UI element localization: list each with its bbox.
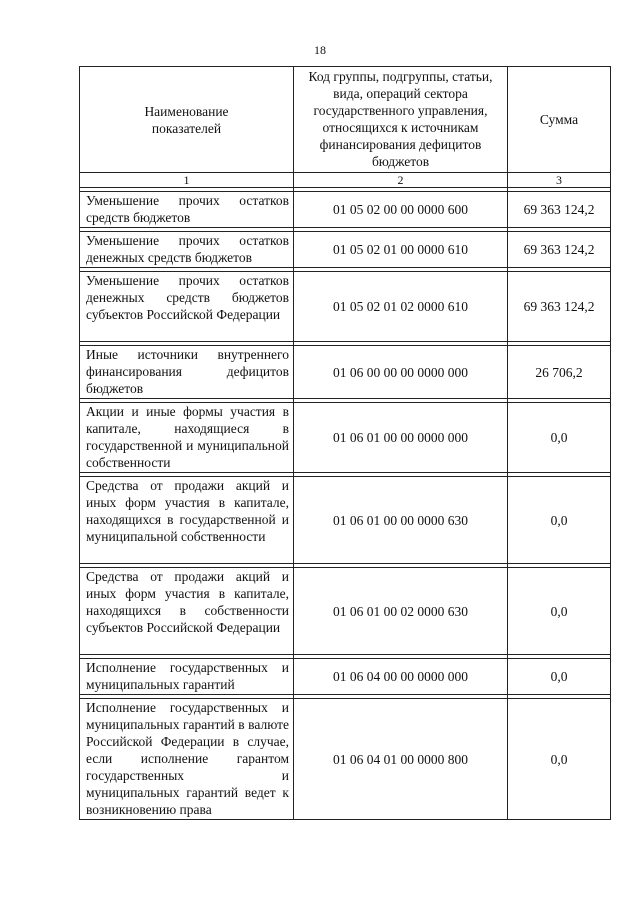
row-name: Исполнение государственных и муниципальных гарантий: [80, 659, 294, 695]
table-row: [80, 192, 611, 228]
row-sum: 26 706,2: [508, 346, 611, 399]
row-sum: 0,0: [508, 659, 611, 695]
header-code: Код группы, подгруппы, статьи, вида, операций сектора государственного управления, относящихся к источникам финансирования дефицитов бюджетов: [294, 67, 508, 173]
header-row: [80, 67, 611, 173]
row-code: 01 06 00 00 00 0000 000: [294, 346, 508, 399]
row-name: Уменьшение прочих остатков денежных средств бюджетов: [80, 232, 294, 268]
row-sum: 69 363 124,2: [508, 232, 611, 268]
row-code: 01 06 04 01 00 0000 800: [294, 699, 508, 820]
row-code: 01 06 01 00 00 0000 000: [294, 403, 508, 473]
row-name: Средства от продажи акций и иных форм участия в капитале, находящихся в собственности субъектов Российской Федерации: [80, 568, 294, 655]
header-sum: Сумма: [508, 67, 611, 173]
page-number: 18: [314, 43, 326, 57]
header-name: Наименование показателей: [80, 67, 294, 173]
row-name: Иные источники внутреннего финансирования дефицитов бюджетов: [80, 346, 294, 399]
row-name: Средства от продажи акций и иных форм участия в капитале, находящихся в государственной и муниципальной собственности: [80, 477, 294, 564]
table-row: [80, 403, 611, 473]
row-name: Акции и иные формы участия в капитале, находящиеся в государственной и муниципальной собственности: [80, 403, 294, 473]
row-sum: 69 363 124,2: [508, 272, 611, 342]
row-sum: 69 363 124,2: [508, 192, 611, 228]
row-sum: 0,0: [508, 403, 611, 473]
column-number: 1: [80, 173, 294, 188]
budget-sources-table: [79, 66, 611, 820]
column-numbers-row: [80, 173, 611, 188]
table-row: [80, 699, 611, 820]
column-number: 3: [508, 173, 611, 188]
row-code: 01 06 04 00 00 0000 000: [294, 659, 508, 695]
row-code: 01 05 02 01 00 0000 610: [294, 232, 508, 268]
table-row: [80, 477, 611, 564]
row-sum: 0,0: [508, 477, 611, 564]
table-row: [80, 272, 611, 342]
row-name: Уменьшение прочих остатков средств бюджетов: [80, 192, 294, 228]
column-number: 2: [294, 173, 508, 188]
row-code: 01 05 02 01 02 0000 610: [294, 272, 508, 342]
row-name: Уменьшение прочих остатков денежных средств бюджетов субъектов Российской Федерации: [80, 272, 294, 342]
table-row: [80, 346, 611, 399]
table-row: [80, 232, 611, 268]
table-row: [80, 568, 611, 655]
row-name: Исполнение государственных и муниципальных гарантий в валюте Российской Федерации в случае, если исполнение гарантом государственных и муниципальных гарантий ведет к возникновению права: [80, 699, 294, 820]
row-code: 01 06 01 00 00 0000 630: [294, 477, 508, 564]
row-sum: 0,0: [508, 699, 611, 820]
table-row: [80, 659, 611, 695]
row-code: 01 06 01 00 02 0000 630: [294, 568, 508, 655]
row-code: 01 05 02 00 00 0000 600: [294, 192, 508, 228]
row-sum: 0,0: [508, 568, 611, 655]
